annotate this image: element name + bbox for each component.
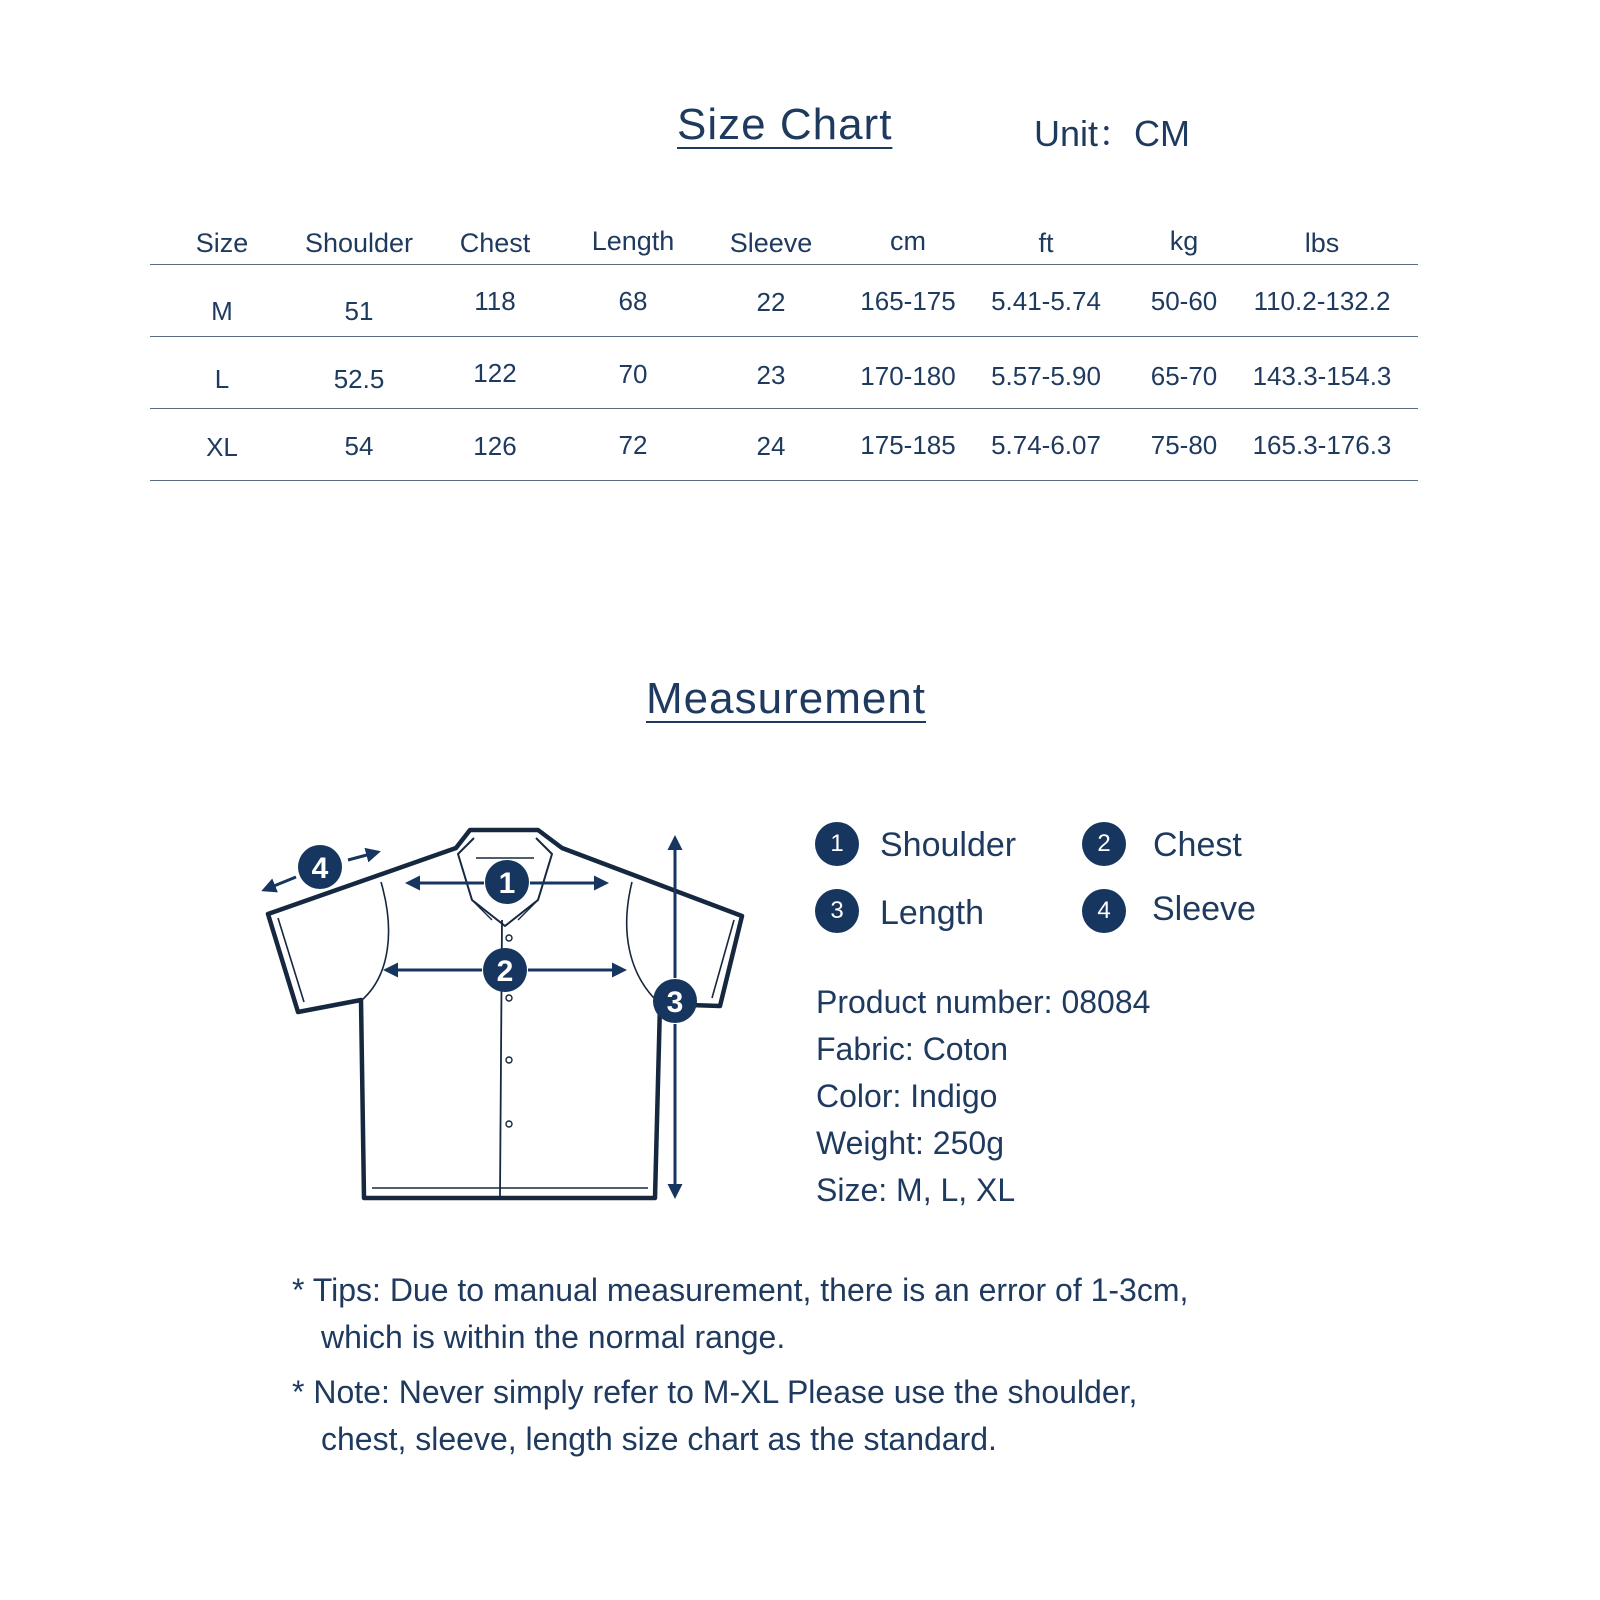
table-cell: 165-175 — [860, 286, 956, 316]
product-number: Product number: 08084 — [816, 984, 1151, 1020]
table-cell: 50-60 — [1150, 286, 1218, 316]
table-cell: 118 — [474, 286, 516, 316]
marker-3 — [653, 979, 697, 1023]
svg-text:1: 1 — [498, 867, 516, 900]
tip-line-1: * Tips: Due to manual measurement, there is an error of 1-3cm, — [292, 1272, 1189, 1308]
table-cell: 110.2-132.2 — [1253, 286, 1391, 316]
table-cell: 72 — [618, 430, 648, 460]
table-cell: L — [214, 364, 230, 394]
legend-badge-3: 3 — [815, 889, 859, 933]
table-cell: M — [211, 296, 233, 326]
table-cell: 70 — [618, 359, 648, 389]
marker-1 — [485, 860, 529, 904]
legend-label-shoulder: Shoulder — [880, 826, 1017, 864]
legend-badge-4: 4 — [1082, 889, 1126, 933]
table-rule — [150, 480, 1418, 481]
legend-label-chest: Chest — [1153, 826, 1242, 864]
table-cell: 52.5 — [333, 364, 385, 394]
header-length: Length — [591, 226, 675, 256]
note-line-1: * Note: Never simply refer to M-XL Please use the shoulder, — [292, 1374, 1138, 1410]
legend-label-sleeve: Sleeve — [1152, 890, 1256, 928]
tip-line-2: which is within the normal range. — [321, 1319, 786, 1355]
product-color: Color: Indigo — [816, 1078, 998, 1114]
product-sizes: Size: M, L, XL — [816, 1172, 1016, 1208]
table-cell: 23 — [756, 360, 786, 390]
table-cell: 5.41-5.74 — [991, 286, 1101, 316]
header-lbs: lbs — [1304, 228, 1340, 258]
header-kg: kg — [1169, 226, 1199, 256]
table-cell: 22 — [756, 287, 786, 317]
table-cell: 122 — [473, 358, 517, 388]
table-cell: 68 — [618, 286, 648, 316]
table-cell: 65-70 — [1150, 361, 1218, 391]
legend-badge-1: 1 — [815, 822, 859, 866]
header-ft: ft — [1038, 228, 1054, 258]
table-cell: XL — [206, 432, 238, 462]
unit-label: Unit：CM — [1034, 113, 1191, 154]
table-cell: 5.57-5.90 — [991, 361, 1101, 391]
table-cell: 170-180 — [860, 361, 956, 391]
header-size: Size — [195, 228, 249, 258]
table-rule — [150, 408, 1418, 409]
product-weight: Weight: 250g — [816, 1125, 1004, 1161]
svg-text:4: 4 — [311, 852, 329, 885]
header-sleeve: Sleeve — [729, 228, 813, 258]
legend-label-length: Length — [880, 894, 984, 932]
table-cell: 75-80 — [1150, 430, 1218, 460]
table-rule — [150, 336, 1418, 337]
table-cell: 175-185 — [860, 430, 956, 460]
marker-4 — [298, 845, 342, 889]
table-cell: 24 — [756, 431, 786, 461]
svg-text:3: 3 — [666, 986, 684, 1019]
table-cell: 165.3-176.3 — [1252, 430, 1392, 460]
size-chart-title: Size Chart — [677, 100, 893, 149]
product-fabric: Fabric: Coton — [816, 1031, 1009, 1067]
marker-2 — [483, 948, 527, 992]
table-cell: 5.74-6.07 — [991, 430, 1101, 460]
shirt-diagram — [250, 815, 760, 1215]
svg-text:2: 2 — [496, 955, 514, 988]
table-cell: 143.3-154.3 — [1252, 361, 1392, 391]
header-chest: Chest — [459, 228, 531, 258]
table-rule — [150, 264, 1418, 265]
measurement-title: Measurement — [646, 674, 927, 723]
note-line-2: chest, sleeve, length size chart as the standard. — [321, 1421, 997, 1457]
header-cm: cm — [890, 226, 926, 256]
header-shoulder: Shoulder — [304, 228, 414, 258]
table-cell: 51 — [344, 296, 374, 326]
legend-badge-2: 2 — [1082, 822, 1126, 866]
table-cell: 126 — [473, 431, 517, 461]
table-cell: 54 — [344, 431, 374, 461]
